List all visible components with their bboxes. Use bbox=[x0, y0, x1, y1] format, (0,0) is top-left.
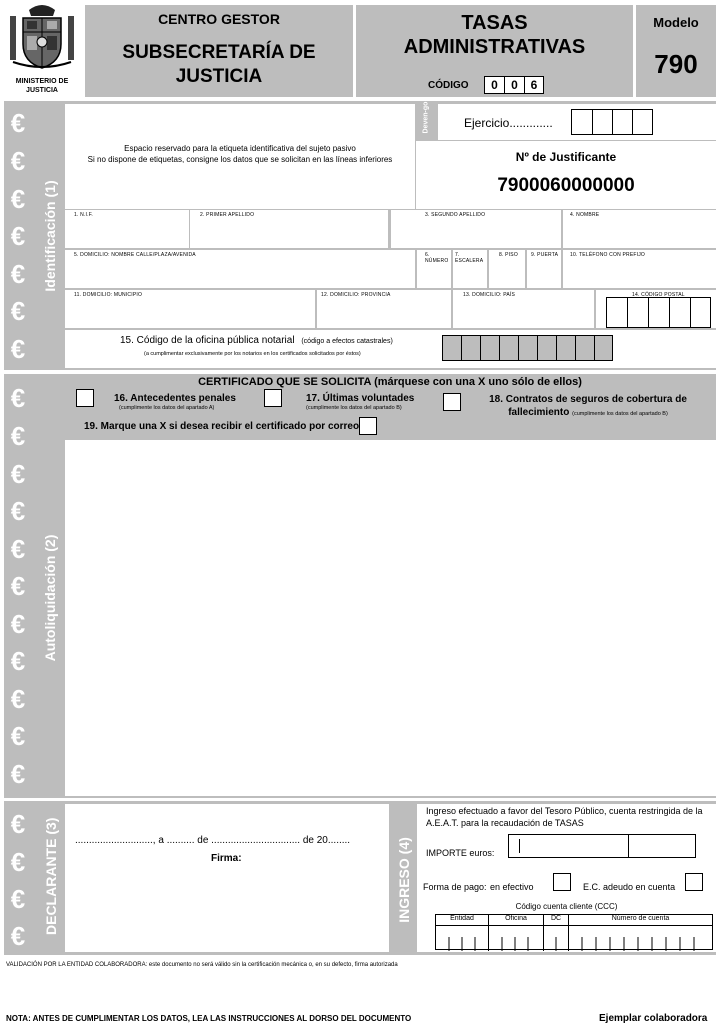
justificante-label: Nº de Justificante bbox=[515, 150, 617, 164]
ingreso-box bbox=[417, 804, 716, 952]
ccc-input[interactable] bbox=[435, 914, 713, 950]
declarante-box bbox=[65, 804, 389, 952]
euro-icon: € bbox=[10, 459, 26, 489]
etiqueta-line1: Espacio reservado para la etiqueta identificativa del sujeto pasivo bbox=[124, 144, 356, 153]
euro-icon: € bbox=[10, 184, 26, 214]
validacion-text: VALIDACIÓN POR LA ENTIDAD COLABORADORA: este documento no será válido sin la certificación mecánica o, en su defecto, firma autorizada bbox=[6, 962, 398, 968]
nif-label: 1. N.I.F. bbox=[74, 212, 94, 218]
euro-icon: € bbox=[10, 108, 26, 138]
page-title: TASAS ADMINISTRATIVAS bbox=[403, 12, 586, 58]
pais-label: 13. DOMICILIO: PAÍS bbox=[463, 292, 516, 298]
puerta-label: 9. PUERTA bbox=[531, 252, 559, 258]
ministry-logo-block bbox=[0, 0, 84, 98]
ejemplar-label: Ejemplar colaboradora bbox=[599, 1013, 708, 1024]
codigo-postal-label: 14. CÓDIGO POSTAL bbox=[632, 292, 685, 298]
importe-input[interactable] bbox=[508, 834, 696, 858]
ccc-cuenta-label: Número de cuenta bbox=[611, 915, 670, 922]
euro-icon: € bbox=[10, 146, 26, 176]
provincia-field[interactable] bbox=[317, 290, 451, 328]
euro-icon: € bbox=[10, 383, 26, 413]
ministry-name: MINISTERIO DE JUSTICIA bbox=[15, 78, 69, 94]
domicilio-label: 5. DOMICILIO: NOMBRE CALLE/PLAZA/AVENIDA bbox=[74, 252, 196, 258]
firma-label: Firma: bbox=[211, 853, 242, 864]
antecedentes-sub: (cumplimente los datos del apartado A) bbox=[119, 405, 215, 411]
coat-of-arms-icon bbox=[7, 2, 77, 74]
devengo-label: Deven-go bbox=[422, 101, 430, 134]
modelo-value: 790 bbox=[654, 49, 698, 79]
puerta-field[interactable] bbox=[527, 250, 561, 288]
codigo-postal-field[interactable] bbox=[596, 290, 716, 328]
notarial-sub: (a cumplimentar exclusivamente por los notarios en los certificados solicitados por éstos) bbox=[144, 351, 361, 357]
etiqueta-line2: Si no dispone de etiquetas, consigne los datos que se solicitan en las líneas inferiores bbox=[87, 155, 393, 164]
euro-icon: € bbox=[10, 534, 26, 564]
nif-field[interactable] bbox=[65, 210, 189, 248]
ultimas-voluntades-sub: (cumplimente los datos del apartado B) bbox=[306, 405, 402, 411]
codigo-digit: 0 bbox=[485, 77, 505, 93]
numero-label: 6. NÚMERO bbox=[425, 252, 449, 264]
notarial-label bbox=[120, 335, 393, 346]
euro-icon: € bbox=[10, 334, 26, 364]
ccc-digit-grid bbox=[436, 915, 714, 951]
justificante-box bbox=[416, 141, 716, 209]
euro-icon: € bbox=[10, 921, 26, 951]
euro-icon: € bbox=[10, 646, 26, 676]
codigo-postal-boxes[interactable] bbox=[606, 297, 711, 328]
centro-gestor-box bbox=[85, 5, 353, 97]
ejercicio-label: Ejercicio............. bbox=[464, 116, 553, 130]
municipio-label: 11. DOMICILIO: MUNICIPIO bbox=[74, 292, 143, 298]
devengo-label-box bbox=[416, 101, 436, 140]
euro-icon: € bbox=[10, 571, 26, 601]
antecedentes-checkbox[interactable] bbox=[76, 389, 94, 407]
euro-icon: € bbox=[10, 221, 26, 251]
euro-icon: € bbox=[10, 296, 26, 326]
ingreso-section-label: INGRESO (4) bbox=[396, 837, 412, 923]
ccc-dc-label: DC bbox=[550, 915, 562, 922]
euro-icon: € bbox=[10, 759, 26, 789]
nombre-label: 4. NOMBRE bbox=[570, 212, 600, 218]
efectivo-checkbox[interactable] bbox=[553, 873, 571, 891]
forma-pago-label: Forma de pago: bbox=[423, 882, 487, 892]
euro-icon: € bbox=[10, 847, 26, 877]
euro-icon: € bbox=[10, 684, 26, 714]
segundo-apellido-label: 3. SEGUNDO APELLIDO bbox=[425, 212, 486, 218]
notarial-label-text: 15. Código de la oficina pública notarial bbox=[120, 335, 295, 346]
euro-icon: € bbox=[10, 809, 26, 839]
euro-icon: € bbox=[10, 421, 26, 451]
nota-text: NOTA: ANTES DE CUMPLIMENTAR LOS DATOS, LEA LAS INSTRUCCIONES AL DORSO DEL DOCUMENTO bbox=[6, 1014, 412, 1023]
escalera-label: 7. ESCALERA bbox=[455, 252, 484, 264]
ccc-entidad-label: Entidad bbox=[450, 915, 474, 922]
notarial-note: (código a efectos catastrales) bbox=[301, 338, 393, 345]
antecedentes-label: 16. Antecedentes penales bbox=[114, 393, 236, 404]
justificante-value: 7900060000000 bbox=[497, 175, 635, 196]
piso-label: 8. PISO bbox=[499, 252, 518, 258]
pais-field[interactable] bbox=[453, 290, 594, 328]
efectivo-label: en efectivo bbox=[490, 882, 534, 892]
title-box bbox=[356, 5, 633, 97]
euro-icon: € bbox=[10, 496, 26, 526]
euro-icon: € bbox=[10, 884, 26, 914]
adeudo-checkbox[interactable] bbox=[685, 873, 703, 891]
ccc-oficina-label: Oficina bbox=[505, 915, 527, 922]
etiqueta-area[interactable] bbox=[65, 104, 415, 209]
ultimas-voluntades-checkbox[interactable] bbox=[264, 389, 282, 407]
seguros-fallecimiento-label bbox=[470, 393, 706, 421]
ultimas-voluntades-label: 17. Últimas voluntades bbox=[306, 393, 415, 404]
telefono-field[interactable] bbox=[563, 250, 716, 288]
codigo-label: CÓDIGO bbox=[428, 80, 469, 91]
primer-apellido-field[interactable] bbox=[190, 210, 388, 248]
centro-gestor-label: CENTRO GESTOR bbox=[158, 11, 280, 27]
seguros-fallecimiento-checkbox[interactable] bbox=[443, 393, 461, 411]
ejercicio-box bbox=[438, 104, 716, 140]
autoliquidacion-content-area[interactable] bbox=[65, 440, 716, 796]
primer-apellido-label: 2. PRIMER APELLIDO bbox=[200, 212, 255, 218]
telefono-label: 10. TELÉFONO CON PREFIJO bbox=[570, 252, 646, 258]
piso-field[interactable] bbox=[489, 250, 525, 288]
modelo-box bbox=[636, 5, 716, 97]
euro-icon: € bbox=[10, 721, 26, 751]
ingreso-text: Ingreso efectuado a favor del Tesoro Público, cuenta restringida de la A.E.A.T. para la recaudación de TASAS bbox=[426, 806, 703, 828]
correo-label: 19. Marque una X si desea recibir el certificado por correo bbox=[84, 421, 360, 432]
escalera-field[interactable] bbox=[453, 250, 487, 288]
municipio-field[interactable] bbox=[65, 290, 315, 328]
codigo-digit: 0 bbox=[505, 77, 525, 93]
provincia-label: 12. DOMICILIO: PROVINCIA bbox=[321, 292, 391, 298]
certificado-title: CERTIFICADO QUE SE SOLICITA (márquese con una X uno sólo de ellos) bbox=[198, 376, 582, 388]
importe-label: IMPORTE euros: bbox=[426, 848, 495, 858]
adeudo-label: E.C. adeudo en cuenta bbox=[583, 882, 676, 892]
declarante-section-label: DECLARANTE (3) bbox=[43, 817, 59, 935]
euro-icon: € bbox=[10, 259, 26, 289]
ccc-label: Código cuenta cliente (CCC) bbox=[515, 902, 618, 911]
ejercicio-input[interactable] bbox=[571, 109, 653, 135]
codigo-boxes bbox=[484, 76, 544, 94]
segundo-apellido-field[interactable] bbox=[391, 210, 561, 248]
declarante-date-line[interactable]: ............................, a .......... de ................................ de 20........ bbox=[75, 835, 351, 846]
numero-field[interactable] bbox=[417, 250, 451, 288]
seguros-fallecimiento-text: 18. Contratos de seguros de cobertura de fallecimiento bbox=[489, 394, 687, 418]
autoliquidacion-section-label: Autoliquidación (2) bbox=[42, 534, 58, 662]
modelo-label: Modelo bbox=[653, 15, 699, 30]
euro-icon: € bbox=[10, 609, 26, 639]
identificacion-section-label: Identificación (1) bbox=[42, 180, 58, 292]
importe-cursor bbox=[519, 839, 520, 853]
notarial-code-boxes[interactable] bbox=[442, 335, 613, 361]
correo-checkbox[interactable] bbox=[359, 417, 377, 435]
seguros-fallecimiento-sub: (cumplimente los datos del apartado B) bbox=[572, 411, 668, 417]
codigo-digit: 6 bbox=[530, 78, 538, 92]
domicilio-field[interactable] bbox=[65, 250, 415, 288]
centro-gestor-value: SUBSECRETARÍA DE JUSTICIA bbox=[122, 42, 316, 87]
notarial-row bbox=[65, 330, 716, 368]
nombre-field[interactable] bbox=[563, 210, 716, 248]
